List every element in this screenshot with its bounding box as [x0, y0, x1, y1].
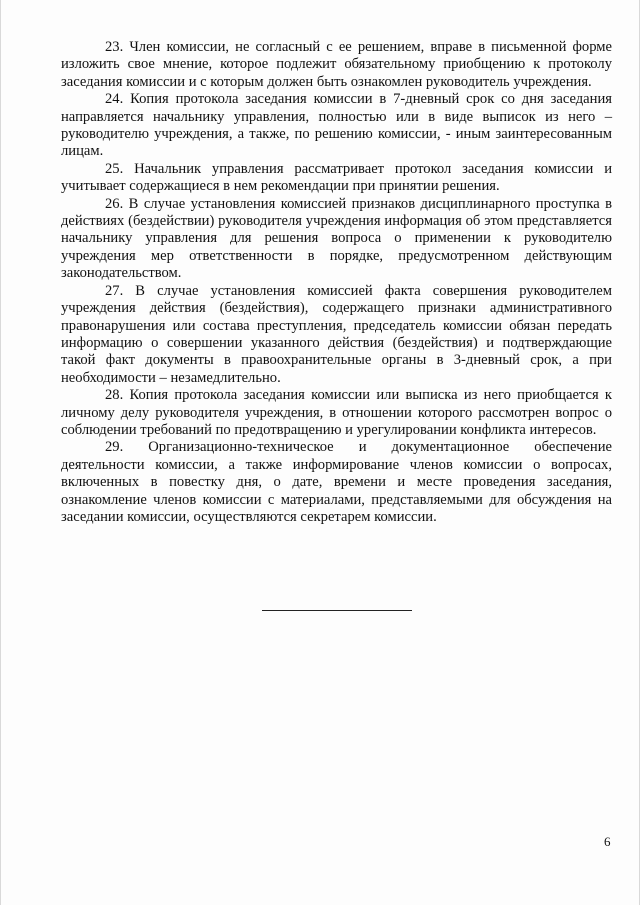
paragraph-29: 29. Организационно-техническое и документационное обеспечение деятельности комиссии, а также информирование членов комиссии о вопросах, включенных в повестку дня, о дате, времени и месте проведения заседания, ознакомление членов комиссии с материалами, представляемыми для обсуждения на заседании комиссии, осуществляются секретарем комиссии.: [61, 439, 612, 525]
paragraph-26: 26. В случае установления комиссией признаков дисциплинарного проступка в действиях (бездействии) руководителя учреждения информация об этом представляется начальнику управления для решения вопроса о применении к руководителю учреждения мер ответственности в порядке, предусмотренном действующим законодательством.: [61, 195, 612, 282]
paragraph-24: 24. Копия протокола заседания комиссии в 7-дневный срок со дня заседания направляется начальнику управления, полностью или в виде выписок из него – руководителю учреждения, а также, по решению комиссии, - иным заинтересованным лицам.: [61, 91, 612, 160]
paragraph-27: 27. В случае установления комиссией факта совершения руководителем учреждения действия (бездействия), содержащего признаки административного правонарушения или состава преступления, председатель комиссии обязан передать информацию о совершении указанного действия (бездействия) и подтверждающие такой факт документы в правоохранительные органы в 3-дневный срок, а при необходимости – незамедлительно.: [61, 282, 612, 386]
paragraph-23: 23. Член комиссии, не согласный с ее решением, вправе в письменной форме изложить свое мнение, которое подлежит обязательному приобщению к протоколу заседания комиссии и с которым должен быть ознакомлен руководитель учреждения.: [61, 39, 612, 90]
scan-edge-left: [0, 0, 1, 905]
end-divider-line: [262, 610, 412, 611]
paragraph-25: 25. Начальник управления рассматривает протокол заседания комиссии и учитывает содержащиеся в нем рекомендации при принятии решения.: [61, 160, 612, 195]
document-body: [61, 39, 612, 526]
page-number: 6: [604, 834, 611, 849]
paragraph-28: 28. Копия протокола заседания комиссии или выписка из него приобщается к личному делу руководителя учреждения, в отношении которого рассмотрен вопрос о соблюдении требований по предотвращению и урегулировании конфликта интересов.: [61, 387, 612, 438]
